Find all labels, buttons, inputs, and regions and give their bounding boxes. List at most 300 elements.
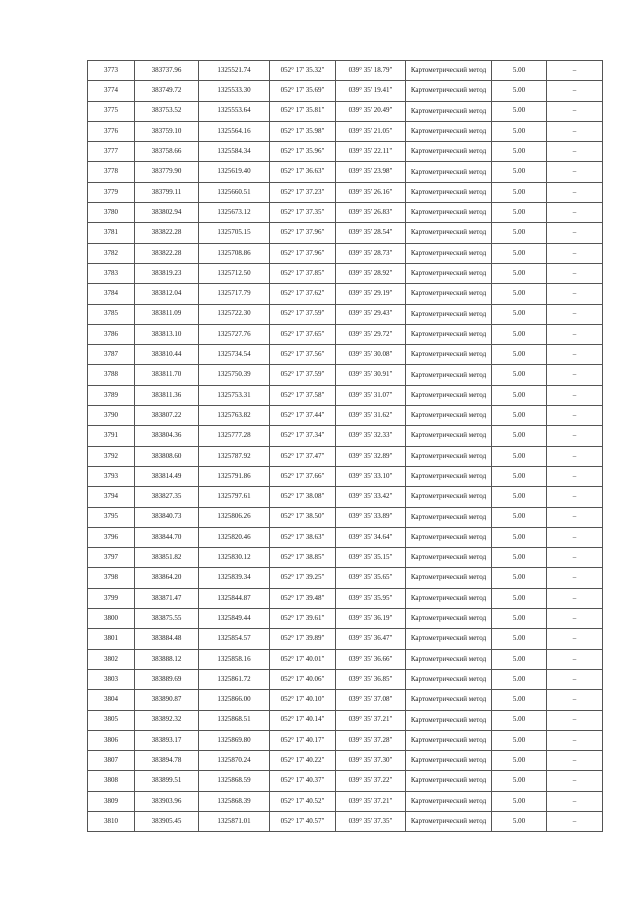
x-coordinate-cell: 383804.36 bbox=[135, 426, 199, 446]
x-coordinate-cell: 383808.60 bbox=[135, 446, 199, 466]
accuracy-cell: 5.00 bbox=[492, 730, 547, 750]
y-coordinate-cell: 1325734.54 bbox=[199, 345, 270, 365]
point-number-cell: 3794 bbox=[88, 487, 135, 507]
x-coordinate-cell: 383893.17 bbox=[135, 730, 199, 750]
table-row bbox=[88, 203, 603, 223]
accuracy-cell: 5.00 bbox=[492, 710, 547, 730]
latitude-cell: 052° 17' 39.89" bbox=[270, 629, 336, 649]
longitude-cell: 039° 35' 29.72" bbox=[336, 324, 406, 344]
note-cell: – bbox=[547, 527, 603, 547]
accuracy-cell: 5.00 bbox=[492, 811, 547, 831]
y-coordinate-cell: 1325717.79 bbox=[199, 284, 270, 304]
table-row bbox=[88, 263, 603, 283]
latitude-cell: 052° 17' 40.37" bbox=[270, 771, 336, 791]
y-coordinate-cell: 1325777.28 bbox=[199, 426, 270, 446]
table-row bbox=[88, 345, 603, 365]
y-coordinate-cell: 1325553.64 bbox=[199, 101, 270, 121]
x-coordinate-cell: 383905.45 bbox=[135, 811, 199, 831]
longitude-cell: 039° 35' 30.08" bbox=[336, 345, 406, 365]
y-coordinate-cell: 1325753.31 bbox=[199, 385, 270, 405]
accuracy-cell: 5.00 bbox=[492, 101, 547, 121]
accuracy-cell: 5.00 bbox=[492, 142, 547, 162]
table-row bbox=[88, 121, 603, 141]
table-row bbox=[88, 588, 603, 608]
longitude-cell: 039° 35' 33.89" bbox=[336, 507, 406, 527]
note-cell: – bbox=[547, 142, 603, 162]
point-number-cell: 3777 bbox=[88, 142, 135, 162]
table-row bbox=[88, 609, 603, 629]
point-number-cell: 3774 bbox=[88, 81, 135, 101]
method-cell: Картометрический метод bbox=[406, 284, 492, 304]
x-coordinate-cell: 383884.48 bbox=[135, 629, 199, 649]
accuracy-cell: 5.00 bbox=[492, 690, 547, 710]
note-cell: – bbox=[547, 690, 603, 710]
y-coordinate-cell: 1325820.46 bbox=[199, 527, 270, 547]
latitude-cell: 052° 17' 39.61" bbox=[270, 609, 336, 629]
longitude-cell: 039° 35' 37.35" bbox=[336, 811, 406, 831]
longitude-cell: 039° 35' 37.22" bbox=[336, 771, 406, 791]
y-coordinate-cell: 1325868.39 bbox=[199, 791, 270, 811]
longitude-cell: 039° 35' 32.89" bbox=[336, 446, 406, 466]
table-row bbox=[88, 751, 603, 771]
table-row bbox=[88, 365, 603, 385]
note-cell: – bbox=[547, 568, 603, 588]
point-number-cell: 3779 bbox=[88, 182, 135, 202]
method-cell: Картометрический метод bbox=[406, 730, 492, 750]
accuracy-cell: 5.00 bbox=[492, 365, 547, 385]
point-number-cell: 3800 bbox=[88, 609, 135, 629]
accuracy-cell: 5.00 bbox=[492, 568, 547, 588]
table-row bbox=[88, 466, 603, 486]
note-cell: – bbox=[547, 81, 603, 101]
x-coordinate-cell: 383822.28 bbox=[135, 223, 199, 243]
accuracy-cell: 5.00 bbox=[492, 771, 547, 791]
x-coordinate-cell: 383888.12 bbox=[135, 649, 199, 669]
table-row bbox=[88, 324, 603, 344]
note-cell: – bbox=[547, 182, 603, 202]
y-coordinate-cell: 1325584.34 bbox=[199, 142, 270, 162]
note-cell: – bbox=[547, 446, 603, 466]
note-cell: – bbox=[547, 284, 603, 304]
y-coordinate-cell: 1325763.82 bbox=[199, 406, 270, 426]
accuracy-cell: 5.00 bbox=[492, 61, 547, 81]
longitude-cell: 039° 35' 32.33" bbox=[336, 426, 406, 446]
table-row bbox=[88, 101, 603, 121]
x-coordinate-cell: 383753.52 bbox=[135, 101, 199, 121]
point-number-cell: 3783 bbox=[88, 263, 135, 283]
longitude-cell: 039° 35' 36.85" bbox=[336, 669, 406, 689]
x-coordinate-cell: 383749.72 bbox=[135, 81, 199, 101]
accuracy-cell: 5.00 bbox=[492, 527, 547, 547]
longitude-cell: 039° 35' 37.28" bbox=[336, 730, 406, 750]
longitude-cell: 039° 35' 18.79" bbox=[336, 61, 406, 81]
latitude-cell: 052° 17' 37.34" bbox=[270, 426, 336, 446]
point-number-cell: 3791 bbox=[88, 426, 135, 446]
table-row bbox=[88, 61, 603, 81]
latitude-cell: 052° 17' 35.81" bbox=[270, 101, 336, 121]
point-number-cell: 3785 bbox=[88, 304, 135, 324]
longitude-cell: 039° 35' 26.16" bbox=[336, 182, 406, 202]
latitude-cell: 052° 17' 38.50" bbox=[270, 507, 336, 527]
point-number-cell: 3782 bbox=[88, 243, 135, 263]
table-row bbox=[88, 568, 603, 588]
method-cell: Картометрический метод bbox=[406, 487, 492, 507]
latitude-cell: 052° 17' 35.69" bbox=[270, 81, 336, 101]
note-cell: – bbox=[547, 101, 603, 121]
longitude-cell: 039° 35' 35.65" bbox=[336, 568, 406, 588]
x-coordinate-cell: 383871.47 bbox=[135, 588, 199, 608]
longitude-cell: 039° 35' 26.83" bbox=[336, 203, 406, 223]
longitude-cell: 039° 35' 29.43" bbox=[336, 304, 406, 324]
note-cell: – bbox=[547, 548, 603, 568]
x-coordinate-cell: 383814.49 bbox=[135, 466, 199, 486]
x-coordinate-cell: 383802.94 bbox=[135, 203, 199, 223]
table-row bbox=[88, 690, 603, 710]
y-coordinate-cell: 1325521.74 bbox=[199, 61, 270, 81]
method-cell: Картометрический метод bbox=[406, 182, 492, 202]
y-coordinate-cell: 1325727.76 bbox=[199, 324, 270, 344]
point-number-cell: 3809 bbox=[88, 791, 135, 811]
method-cell: Картометрический метод bbox=[406, 568, 492, 588]
accuracy-cell: 5.00 bbox=[492, 385, 547, 405]
method-cell: Картометрический метод bbox=[406, 406, 492, 426]
note-cell: – bbox=[547, 669, 603, 689]
y-coordinate-cell: 1325870.24 bbox=[199, 751, 270, 771]
latitude-cell: 052° 17' 40.52" bbox=[270, 791, 336, 811]
x-coordinate-cell: 383889.69 bbox=[135, 669, 199, 689]
latitude-cell: 052° 17' 37.44" bbox=[270, 406, 336, 426]
note-cell: – bbox=[547, 61, 603, 81]
table-row bbox=[88, 81, 603, 101]
point-number-cell: 3786 bbox=[88, 324, 135, 344]
y-coordinate-cell: 1325869.80 bbox=[199, 730, 270, 750]
y-coordinate-cell: 1325830.12 bbox=[199, 548, 270, 568]
x-coordinate-cell: 383892.32 bbox=[135, 710, 199, 730]
latitude-cell: 052° 17' 35.96" bbox=[270, 142, 336, 162]
longitude-cell: 039° 35' 29.19" bbox=[336, 284, 406, 304]
accuracy-cell: 5.00 bbox=[492, 263, 547, 283]
latitude-cell: 052° 17' 37.47" bbox=[270, 446, 336, 466]
latitude-cell: 052° 17' 38.85" bbox=[270, 548, 336, 568]
x-coordinate-cell: 383759.10 bbox=[135, 121, 199, 141]
table-row bbox=[88, 182, 603, 202]
x-coordinate-cell: 383819.23 bbox=[135, 263, 199, 283]
latitude-cell: 052° 17' 37.59" bbox=[270, 365, 336, 385]
longitude-cell: 039° 35' 33.42" bbox=[336, 487, 406, 507]
method-cell: Картометрический метод bbox=[406, 669, 492, 689]
method-cell: Картометрический метод bbox=[406, 548, 492, 568]
method-cell: Картометрический метод bbox=[406, 629, 492, 649]
y-coordinate-cell: 1325839.34 bbox=[199, 568, 270, 588]
table-row bbox=[88, 406, 603, 426]
note-cell: – bbox=[547, 609, 603, 629]
table-row bbox=[88, 243, 603, 263]
note-cell: – bbox=[547, 365, 603, 385]
method-cell: Картометрический метод bbox=[406, 142, 492, 162]
latitude-cell: 052° 17' 37.85" bbox=[270, 263, 336, 283]
table-row bbox=[88, 446, 603, 466]
note-cell: – bbox=[547, 751, 603, 771]
x-coordinate-cell: 383844.70 bbox=[135, 527, 199, 547]
x-coordinate-cell: 383811.09 bbox=[135, 304, 199, 324]
x-coordinate-cell: 383758.66 bbox=[135, 142, 199, 162]
note-cell: – bbox=[547, 243, 603, 263]
accuracy-cell: 5.00 bbox=[492, 203, 547, 223]
x-coordinate-cell: 383807.22 bbox=[135, 406, 199, 426]
method-cell: Картометрический метод bbox=[406, 527, 492, 547]
y-coordinate-cell: 1325797.61 bbox=[199, 487, 270, 507]
note-cell: – bbox=[547, 730, 603, 750]
method-cell: Картометрический метод bbox=[406, 649, 492, 669]
accuracy-cell: 5.00 bbox=[492, 162, 547, 182]
coordinates-table bbox=[87, 60, 603, 832]
longitude-cell: 039° 35' 19.41" bbox=[336, 81, 406, 101]
method-cell: Картометрический метод bbox=[406, 588, 492, 608]
latitude-cell: 052° 17' 37.58" bbox=[270, 385, 336, 405]
note-cell: – bbox=[547, 771, 603, 791]
table-row bbox=[88, 710, 603, 730]
longitude-cell: 039° 35' 28.92" bbox=[336, 263, 406, 283]
accuracy-cell: 5.00 bbox=[492, 446, 547, 466]
method-cell: Картометрический метод bbox=[406, 751, 492, 771]
method-cell: Картометрический метод bbox=[406, 365, 492, 385]
accuracy-cell: 5.00 bbox=[492, 324, 547, 344]
latitude-cell: 052° 17' 40.10" bbox=[270, 690, 336, 710]
table-row bbox=[88, 507, 603, 527]
y-coordinate-cell: 1325868.51 bbox=[199, 710, 270, 730]
table-row bbox=[88, 162, 603, 182]
longitude-cell: 039° 35' 22.11" bbox=[336, 142, 406, 162]
longitude-cell: 039° 35' 28.54" bbox=[336, 223, 406, 243]
note-cell: – bbox=[547, 629, 603, 649]
latitude-cell: 052° 17' 36.63" bbox=[270, 162, 336, 182]
method-cell: Картометрический метод bbox=[406, 162, 492, 182]
y-coordinate-cell: 1325712.50 bbox=[199, 263, 270, 283]
table-row bbox=[88, 142, 603, 162]
longitude-cell: 039° 35' 33.10" bbox=[336, 466, 406, 486]
table-row bbox=[88, 548, 603, 568]
accuracy-cell: 5.00 bbox=[492, 649, 547, 669]
point-number-cell: 3781 bbox=[88, 223, 135, 243]
point-number-cell: 3773 bbox=[88, 61, 135, 81]
y-coordinate-cell: 1325787.92 bbox=[199, 446, 270, 466]
note-cell: – bbox=[547, 811, 603, 831]
latitude-cell: 052° 17' 37.56" bbox=[270, 345, 336, 365]
method-cell: Картометрический метод bbox=[406, 446, 492, 466]
accuracy-cell: 5.00 bbox=[492, 121, 547, 141]
method-cell: Картометрический метод bbox=[406, 345, 492, 365]
method-cell: Картометрический метод bbox=[406, 466, 492, 486]
y-coordinate-cell: 1325861.72 bbox=[199, 669, 270, 689]
longitude-cell: 039° 35' 23.98" bbox=[336, 162, 406, 182]
table-row bbox=[88, 223, 603, 243]
note-cell: – bbox=[547, 121, 603, 141]
longitude-cell: 039° 35' 36.19" bbox=[336, 609, 406, 629]
point-number-cell: 3790 bbox=[88, 406, 135, 426]
y-coordinate-cell: 1325849.44 bbox=[199, 609, 270, 629]
accuracy-cell: 5.00 bbox=[492, 487, 547, 507]
method-cell: Картометрический метод bbox=[406, 507, 492, 527]
longitude-cell: 039° 35' 28.73" bbox=[336, 243, 406, 263]
longitude-cell: 039° 35' 37.30" bbox=[336, 751, 406, 771]
table-row bbox=[88, 649, 603, 669]
x-coordinate-cell: 383851.82 bbox=[135, 548, 199, 568]
longitude-cell: 039° 35' 21.05" bbox=[336, 121, 406, 141]
accuracy-cell: 5.00 bbox=[492, 243, 547, 263]
y-coordinate-cell: 1325533.30 bbox=[199, 81, 270, 101]
longitude-cell: 039° 35' 37.21" bbox=[336, 791, 406, 811]
table-row bbox=[88, 304, 603, 324]
method-cell: Картометрический метод bbox=[406, 304, 492, 324]
point-number-cell: 3784 bbox=[88, 284, 135, 304]
accuracy-cell: 5.00 bbox=[492, 345, 547, 365]
y-coordinate-cell: 1325854.57 bbox=[199, 629, 270, 649]
x-coordinate-cell: 383812.04 bbox=[135, 284, 199, 304]
y-coordinate-cell: 1325868.59 bbox=[199, 771, 270, 791]
x-coordinate-cell: 383799.11 bbox=[135, 182, 199, 202]
accuracy-cell: 5.00 bbox=[492, 609, 547, 629]
method-cell: Картометрический метод bbox=[406, 710, 492, 730]
latitude-cell: 052° 17' 40.57" bbox=[270, 811, 336, 831]
note-cell: – bbox=[547, 203, 603, 223]
accuracy-cell: 5.00 bbox=[492, 588, 547, 608]
point-number-cell: 3810 bbox=[88, 811, 135, 831]
note-cell: – bbox=[547, 426, 603, 446]
accuracy-cell: 5.00 bbox=[492, 669, 547, 689]
y-coordinate-cell: 1325871.01 bbox=[199, 811, 270, 831]
x-coordinate-cell: 383810.44 bbox=[135, 345, 199, 365]
accuracy-cell: 5.00 bbox=[492, 284, 547, 304]
latitude-cell: 052° 17' 40.06" bbox=[270, 669, 336, 689]
note-cell: – bbox=[547, 507, 603, 527]
point-number-cell: 3789 bbox=[88, 385, 135, 405]
method-cell: Картометрический метод bbox=[406, 81, 492, 101]
accuracy-cell: 5.00 bbox=[492, 791, 547, 811]
note-cell: – bbox=[547, 466, 603, 486]
x-coordinate-cell: 383779.90 bbox=[135, 162, 199, 182]
y-coordinate-cell: 1325791.86 bbox=[199, 466, 270, 486]
y-coordinate-cell: 1325673.12 bbox=[199, 203, 270, 223]
method-cell: Картометрический метод bbox=[406, 690, 492, 710]
accuracy-cell: 5.00 bbox=[492, 751, 547, 771]
method-cell: Картометрический метод bbox=[406, 243, 492, 263]
latitude-cell: 052° 17' 38.08" bbox=[270, 487, 336, 507]
latitude-cell: 052° 17' 40.17" bbox=[270, 730, 336, 750]
point-number-cell: 3799 bbox=[88, 588, 135, 608]
accuracy-cell: 5.00 bbox=[492, 548, 547, 568]
latitude-cell: 052° 17' 37.23" bbox=[270, 182, 336, 202]
x-coordinate-cell: 383822.28 bbox=[135, 243, 199, 263]
latitude-cell: 052° 17' 40.22" bbox=[270, 751, 336, 771]
accuracy-cell: 5.00 bbox=[492, 304, 547, 324]
point-number-cell: 3778 bbox=[88, 162, 135, 182]
x-coordinate-cell: 383813.10 bbox=[135, 324, 199, 344]
y-coordinate-cell: 1325806.26 bbox=[199, 507, 270, 527]
point-number-cell: 3793 bbox=[88, 466, 135, 486]
latitude-cell: 052° 17' 39.25" bbox=[270, 568, 336, 588]
method-cell: Картометрический метод bbox=[406, 223, 492, 243]
x-coordinate-cell: 383903.96 bbox=[135, 791, 199, 811]
longitude-cell: 039° 35' 37.08" bbox=[336, 690, 406, 710]
point-number-cell: 3808 bbox=[88, 771, 135, 791]
point-number-cell: 3804 bbox=[88, 690, 135, 710]
method-cell: Картометрический метод bbox=[406, 609, 492, 629]
method-cell: Картометрический метод bbox=[406, 101, 492, 121]
x-coordinate-cell: 383811.70 bbox=[135, 365, 199, 385]
accuracy-cell: 5.00 bbox=[492, 507, 547, 527]
point-number-cell: 3797 bbox=[88, 548, 135, 568]
accuracy-cell: 5.00 bbox=[492, 81, 547, 101]
x-coordinate-cell: 383875.55 bbox=[135, 609, 199, 629]
longitude-cell: 039° 35' 37.21" bbox=[336, 710, 406, 730]
longitude-cell: 039° 35' 35.15" bbox=[336, 548, 406, 568]
note-cell: – bbox=[547, 710, 603, 730]
point-number-cell: 3788 bbox=[88, 365, 135, 385]
longitude-cell: 039° 35' 36.66" bbox=[336, 649, 406, 669]
longitude-cell: 039° 35' 20.49" bbox=[336, 101, 406, 121]
method-cell: Картометрический метод bbox=[406, 426, 492, 446]
point-number-cell: 3796 bbox=[88, 527, 135, 547]
method-cell: Картометрический метод bbox=[406, 385, 492, 405]
latitude-cell: 052° 17' 37.62" bbox=[270, 284, 336, 304]
latitude-cell: 052° 17' 37.96" bbox=[270, 243, 336, 263]
longitude-cell: 039° 35' 31.07" bbox=[336, 385, 406, 405]
y-coordinate-cell: 1325619.40 bbox=[199, 162, 270, 182]
x-coordinate-cell: 383827.35 bbox=[135, 487, 199, 507]
accuracy-cell: 5.00 bbox=[492, 426, 547, 446]
longitude-cell: 039° 35' 34.64" bbox=[336, 527, 406, 547]
method-cell: Картометрический метод bbox=[406, 791, 492, 811]
longitude-cell: 039° 35' 31.62" bbox=[336, 406, 406, 426]
latitude-cell: 052° 17' 39.48" bbox=[270, 588, 336, 608]
note-cell: – bbox=[547, 263, 603, 283]
table-row bbox=[88, 791, 603, 811]
note-cell: – bbox=[547, 162, 603, 182]
method-cell: Картометрический метод bbox=[406, 61, 492, 81]
point-number-cell: 3798 bbox=[88, 568, 135, 588]
latitude-cell: 052° 17' 37.96" bbox=[270, 223, 336, 243]
y-coordinate-cell: 1325844.87 bbox=[199, 588, 270, 608]
note-cell: – bbox=[547, 406, 603, 426]
point-number-cell: 3795 bbox=[88, 507, 135, 527]
latitude-cell: 052° 17' 37.65" bbox=[270, 324, 336, 344]
table-row bbox=[88, 811, 603, 831]
table-body bbox=[88, 61, 603, 832]
note-cell: – bbox=[547, 223, 603, 243]
x-coordinate-cell: 383894.78 bbox=[135, 751, 199, 771]
table-row bbox=[88, 771, 603, 791]
table-row bbox=[88, 284, 603, 304]
note-cell: – bbox=[547, 385, 603, 405]
latitude-cell: 052° 17' 35.32" bbox=[270, 61, 336, 81]
accuracy-cell: 5.00 bbox=[492, 629, 547, 649]
note-cell: – bbox=[547, 304, 603, 324]
x-coordinate-cell: 383840.73 bbox=[135, 507, 199, 527]
point-number-cell: 3807 bbox=[88, 751, 135, 771]
table-row bbox=[88, 629, 603, 649]
method-cell: Картометрический метод bbox=[406, 121, 492, 141]
y-coordinate-cell: 1325708.86 bbox=[199, 243, 270, 263]
table-row bbox=[88, 527, 603, 547]
x-coordinate-cell: 383899.51 bbox=[135, 771, 199, 791]
method-cell: Картометрический метод bbox=[406, 324, 492, 344]
y-coordinate-cell: 1325750.39 bbox=[199, 365, 270, 385]
table-row bbox=[88, 730, 603, 750]
accuracy-cell: 5.00 bbox=[492, 466, 547, 486]
method-cell: Картометрический метод bbox=[406, 263, 492, 283]
point-number-cell: 3802 bbox=[88, 649, 135, 669]
latitude-cell: 052° 17' 40.01" bbox=[270, 649, 336, 669]
